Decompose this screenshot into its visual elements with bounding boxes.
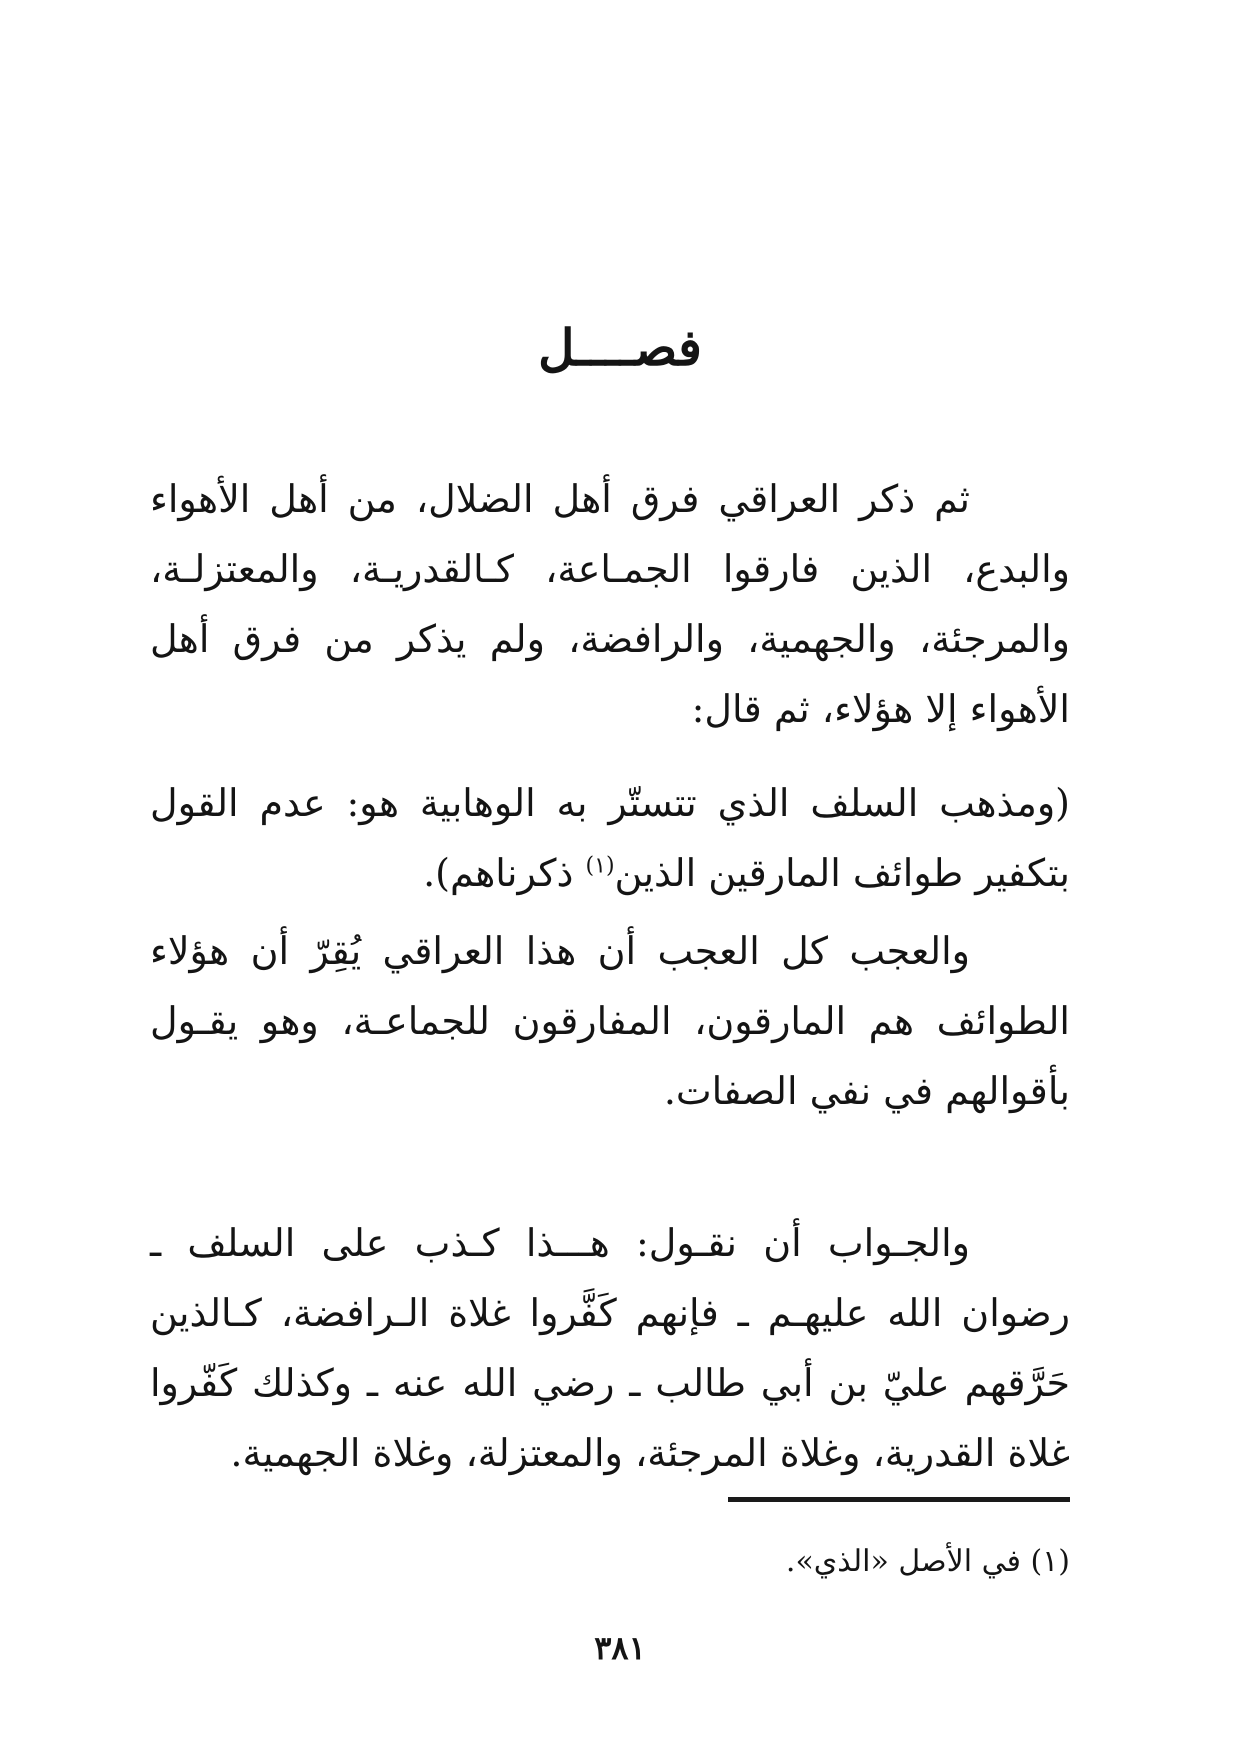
section-title: فصــــل: [538, 318, 702, 377]
paragraph-text: والجـواب أن نقـول: هـــذا كـذب على السلف ـ رضوان الله عليهـم ـ فإنهم كَفَّروا غلاة الـرافضة، كـالذين حَرَّقهم عليّ بن أبي طالب ـ رضي الله عنه ـ وكذلك كَفّروا غلاة القدرية، وغلاة المرجئة، والمعتزلة، وغلاة الجهمية.: [150, 1221, 1070, 1475]
quote-text-end: ذكرناهم).: [423, 851, 586, 895]
body-paragraph-4: [150, 1208, 1070, 1488]
footnote: (١) في الأصل «الذي».: [785, 1544, 1070, 1579]
footnote-reference[interactable]: (١): [585, 853, 615, 879]
quote-text: [150, 768, 1070, 908]
body-paragraph-3: [150, 916, 1070, 1126]
body-paragraph-1: [150, 464, 1070, 744]
quote-text-main: (ومذهب السلف الذي تتستّر به الوهابية هو: عدم القول بتكفير طوائف المارقين الذين: [150, 781, 1070, 895]
page-number: ٣٨١: [594, 1629, 646, 1667]
paragraph-text: والعجب كل العجب أن هذا العراقي يُقِرّ أن هؤلاء الطوائف هم المارقون، المفارقون للجماعـة، وهو يقـول بأقوالهم في نفي الصفات.: [150, 929, 1070, 1113]
footnote-divider: [728, 1497, 1070, 1502]
quoted-paragraph: [150, 768, 1070, 908]
paragraph-text: ثم ذكر العراقي فرق أهل الضلال، من أهل الأهواء والبدع، الذين فارقوا الجمـاعة، كـالقدريـة، والمعتزلـة، والمرجئة، والجهمية، والرافضة، ولم يذكر من فرق أهل الأهواء إلا هؤلاء، ثم قال:: [150, 477, 1070, 731]
